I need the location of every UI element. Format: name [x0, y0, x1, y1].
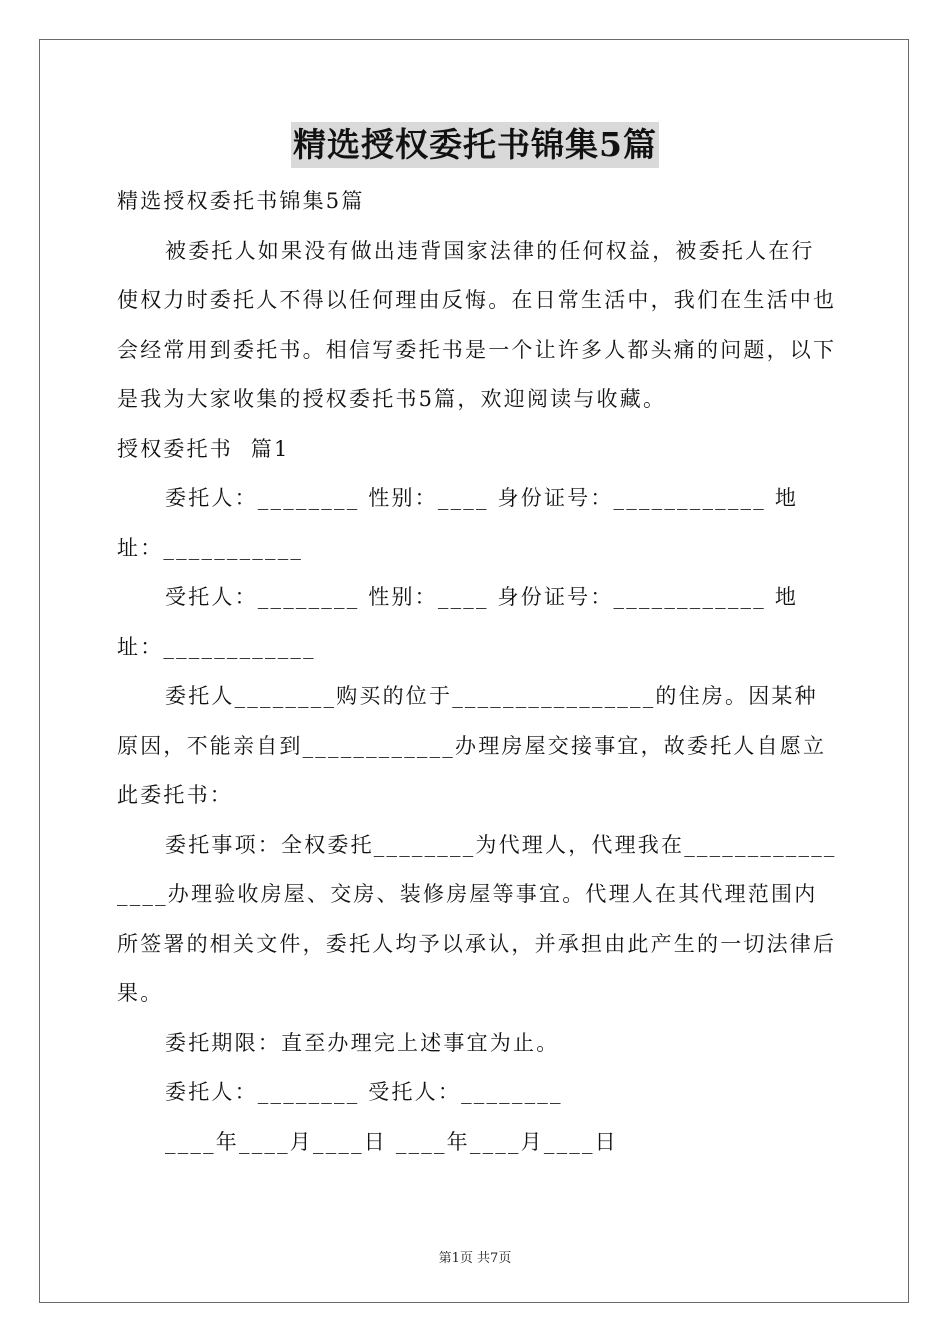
document-title: 精选授权委托书锦集5篇: [291, 122, 659, 168]
date-line: ____年____月____日 ____年____月____日: [165, 1129, 618, 1154]
page-footer: 第1页 共7页: [438, 1251, 512, 1266]
title-container: [0, 122, 950, 168]
subtitle-line: 精选授权委托书锦集5篇: [117, 189, 365, 213]
entrusted-matters-paragraph: 委托事项：全权委托________为代理人，代理我在________________办理验收房屋、交房、装修房屋等事宜。代理人在其代理范围内所签署的相关文件，委托人均予以承认，并承担由此产生的一切法律后果。: [117, 832, 837, 1005]
intro-paragraph: 被委托人如果没有做出违背国家法律的任何权益，被委托人在行使权力时委托人不得以任何理由反悔。在日常生活中，我们在生活中也会经常用到委托书。相信写委托书是一个让许多人都头痛的问题，以下是我为大家收集的授权委托书5篇，欢迎阅读与收藏。: [117, 238, 837, 411]
document-body: [117, 177, 837, 1167]
principal-info-line: 委托人：________ 性别：____ 身份证号：____________ 地址：___________: [117, 486, 799, 560]
section-heading: 授权委托书 篇1: [117, 436, 290, 461]
agent-info-line: 受托人：________ 性别：____ 身份证号：____________ 地址：____________: [117, 585, 799, 659]
signature-line: 委托人：________ 受托人：________: [165, 1080, 563, 1104]
entrust-period-line: 委托期限：直至办理完上述事宜为止。: [165, 1030, 560, 1055]
house-purchase-paragraph: 委托人________购买的位于________________的住房。因某种原因，不能亲自到____________办理房屋交接事宜，故委托人自愿立此委托书：: [117, 684, 827, 807]
